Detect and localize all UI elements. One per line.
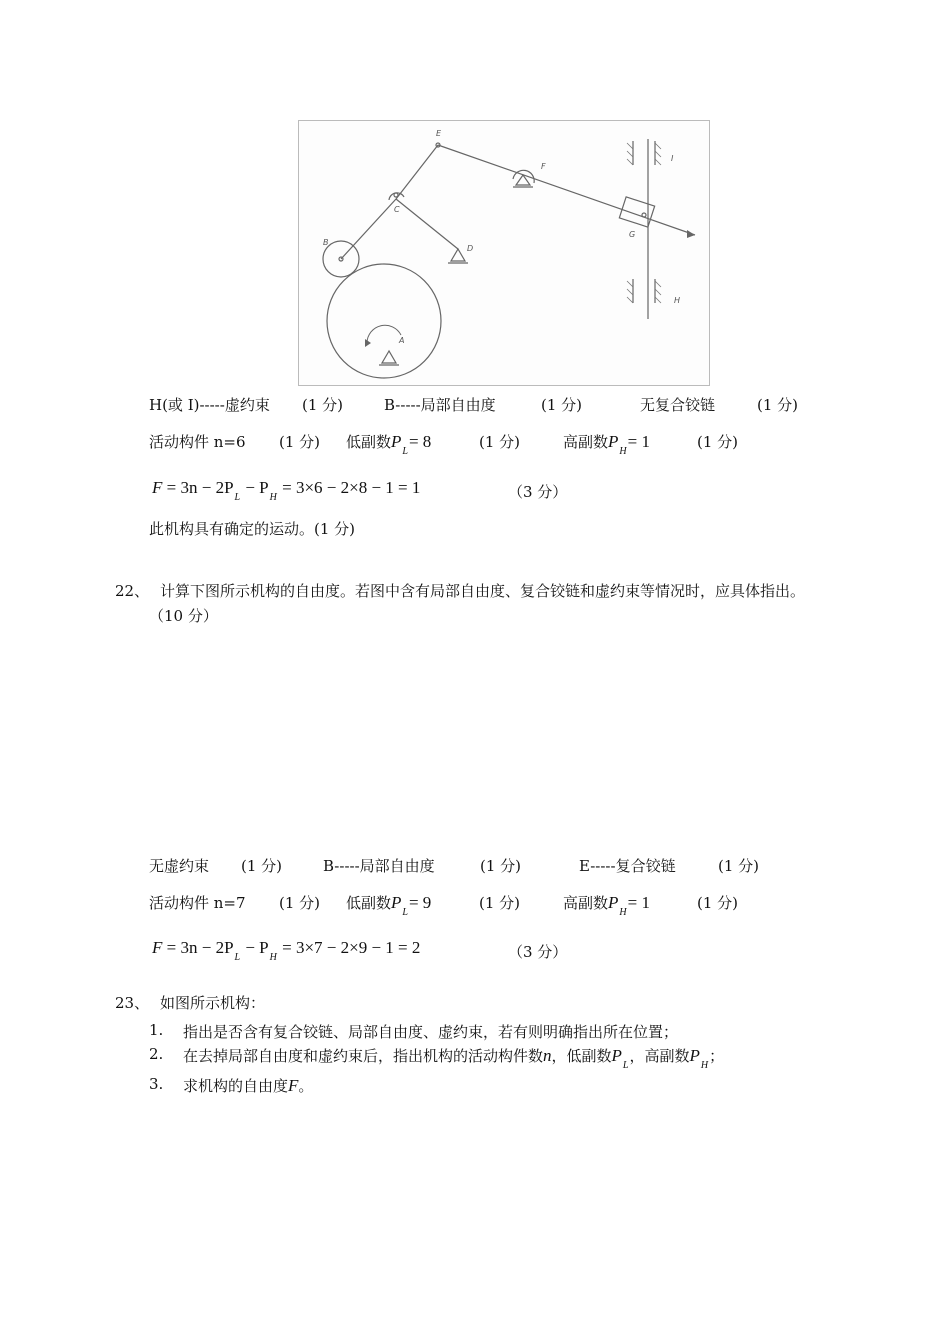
q23-item-1-num: 1. [149, 1021, 164, 1039]
q22-lower-pairs: 低副数$P_L= 9$ [346, 893, 432, 918]
q22-number: 22、 [115, 582, 150, 600]
q22-local-dof-score: (1 分) [480, 857, 522, 875]
q22-redundant-score: (1 分) [241, 857, 283, 875]
q21-local-dof: B-----局部自由度 [384, 396, 496, 414]
q21-redundant: H(或 I)-----虚约束 [149, 396, 270, 414]
q22-higher-pairs: 高副数$P_H= 1$ [563, 893, 650, 918]
label-h: H [674, 296, 681, 305]
label-c: C [394, 205, 400, 214]
q22-local-dof: B-----局部自由度 [323, 857, 435, 875]
mechanism-diagram [299, 121, 709, 385]
q21-moving-links: 活动构件 n=6 [149, 433, 246, 451]
label-d: D [467, 244, 474, 253]
q22-text: 计算下图所示机构的自由度。若图中含有局部自由度、复合铰链和虚约束等情况时，应具体指出。 [160, 582, 806, 600]
q22-points: （10 分） [149, 607, 218, 625]
q21-compound-hinge-score: (1 分) [757, 396, 799, 414]
q23-item-3-text: 求机构的自由度F。 [183, 1076, 314, 1095]
q23-item-2-text: 在去掉局部自由度和虚约束后，指出机构的活动构件数n，低副数$P_L$，高副数$P_H$； [183, 1046, 725, 1071]
q21-moving-links-score: (1 分) [279, 433, 321, 451]
q22-formula-score: （3 分） [508, 943, 568, 961]
q21-formula: $F = 3n - 2P_L - P_H = 3\times 6 - 2\times 8 - 1 = 1$ [152, 478, 421, 503]
q23-item-3-num: 3. [149, 1075, 164, 1093]
q21-lower-pairs: 低副数$P_L= 8$ [346, 432, 432, 457]
label-e: E [436, 129, 442, 138]
q22-higher-pairs-score: (1 分) [697, 894, 739, 912]
q22-compound-hinge: E-----复合铰链 [579, 857, 676, 875]
q21-lower-pairs-score: (1 分) [479, 433, 521, 451]
q21-formula-score: （3 分） [508, 483, 568, 501]
q22-moving-links: 活动构件 n=7 [149, 894, 246, 912]
q22-compound-hinge-score: (1 分) [718, 857, 760, 875]
q23-number: 23、 [115, 994, 150, 1012]
gear-circle [327, 264, 441, 378]
label-a: A [399, 336, 405, 345]
label-f: F [541, 162, 546, 171]
mechanism-figure [298, 120, 710, 386]
q21-redundant-score: (1 分) [302, 396, 344, 414]
q21-higher-pairs-score: (1 分) [697, 433, 739, 451]
q22-redundant: 无虚约束 [149, 857, 210, 875]
q23-item-2-num: 2. [149, 1045, 164, 1063]
q23-text: 如图所示机构： [160, 994, 266, 1012]
label-g: G [629, 230, 636, 239]
q22-formula: $F = 3n - 2P_L - P_H = 3\times 7 - 2\times 9 - 1 = 2$ [152, 938, 421, 963]
q21-compound-hinge: 无复合铰链 [640, 396, 716, 414]
q22-lower-pairs-score: (1 分) [479, 894, 521, 912]
label-b: B [323, 238, 329, 247]
label-i: I [671, 154, 674, 163]
q21-conclusion: 此机构具有确定的运动。(1 分) [149, 520, 356, 538]
q21-local-dof-score: (1 分) [541, 396, 583, 414]
q21-higher-pairs: 高副数$P_H= 1$ [563, 432, 650, 457]
q22-moving-links-score: (1 分) [279, 894, 321, 912]
q23-item-1-text: 指出是否含有复合铰链、局部自由度、虚约束，若有则明确指出所在位置； [183, 1023, 679, 1041]
